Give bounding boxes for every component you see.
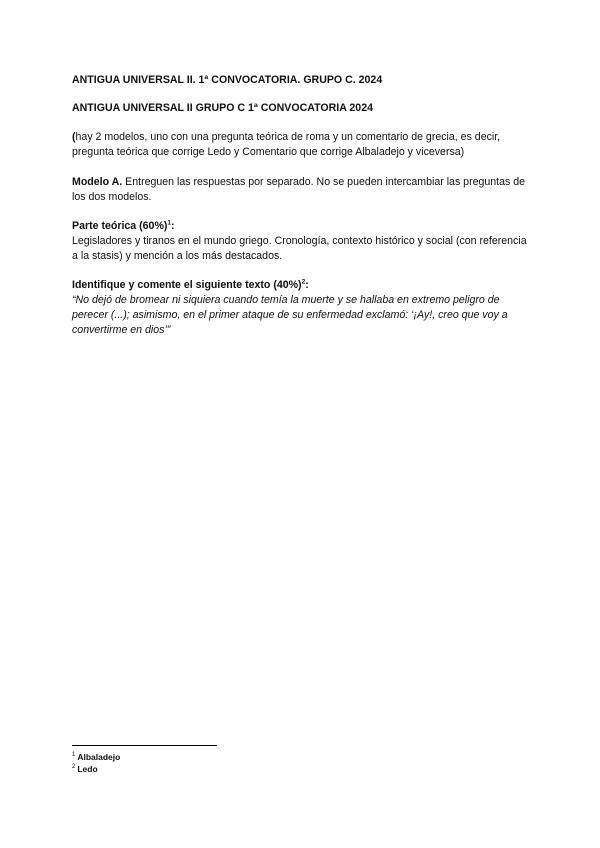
- commentary-heading: [72, 278, 532, 293]
- intro-paragraph: [72, 130, 532, 160]
- intro-text: hay 2 modelos, uno con una pregunta teórica de roma y un comentario de grecia, es decir, pregunta teórica que corrige Ledo y Comentario que corrige Albaladejo y viceversa): [72, 131, 501, 158]
- theory-heading: [72, 219, 532, 234]
- exam-title-1: ANTIGUA UNIVERSAL II. 1ª CONVOCATORIA. GRUPO C. 2024: [72, 74, 383, 86]
- intro-paren: (: [72, 131, 76, 143]
- theory-heading-colon: :: [171, 220, 175, 232]
- footnote-1-text: Albaladejo: [77, 752, 121, 762]
- footnote-separator: [72, 745, 217, 746]
- commentary-heading-text: Identifique y comente el siguiente texto (40%): [72, 279, 302, 291]
- theory-heading-text: Parte teórica (60%): [72, 220, 168, 232]
- footnote-1: [72, 752, 120, 763]
- exam-title-2: ANTIGUA UNIVERSAL II GRUPO C 1ª CONVOCATORIA 2024: [72, 102, 373, 114]
- footnote-2-number: 2: [72, 764, 76, 771]
- footnote-ref-2: 2: [301, 278, 306, 286]
- model-text: Entreguen las respuestas por separado. No se pueden intercambiar las preguntas de los dos modelos.: [72, 176, 526, 203]
- model-label: Modelo A.: [72, 176, 123, 188]
- commentary-quote: “No dejó de bromear ni siquiera cuando temía la muerte y se hallaba en extremo peligro de perecer (...); asimismo, en el primer ataque de su enfermedad exclamó: ‘¡Ay!, creo que voy a convertirme en dios’”: [72, 294, 508, 336]
- commentary-heading-colon: :: [305, 279, 309, 291]
- theory-question: Legisladores y tiranos en el mundo griego. Cronología, contexto histórico y social (con referencia a la stasis) y mención a los más destacados.: [72, 235, 527, 262]
- model-paragraph: [72, 175, 532, 205]
- footnote-2-text: Ledo: [77, 764, 98, 774]
- footnote-ref-1: 1: [167, 219, 172, 227]
- footnote-2: [72, 764, 98, 775]
- footnote-1-number: 1: [72, 752, 76, 759]
